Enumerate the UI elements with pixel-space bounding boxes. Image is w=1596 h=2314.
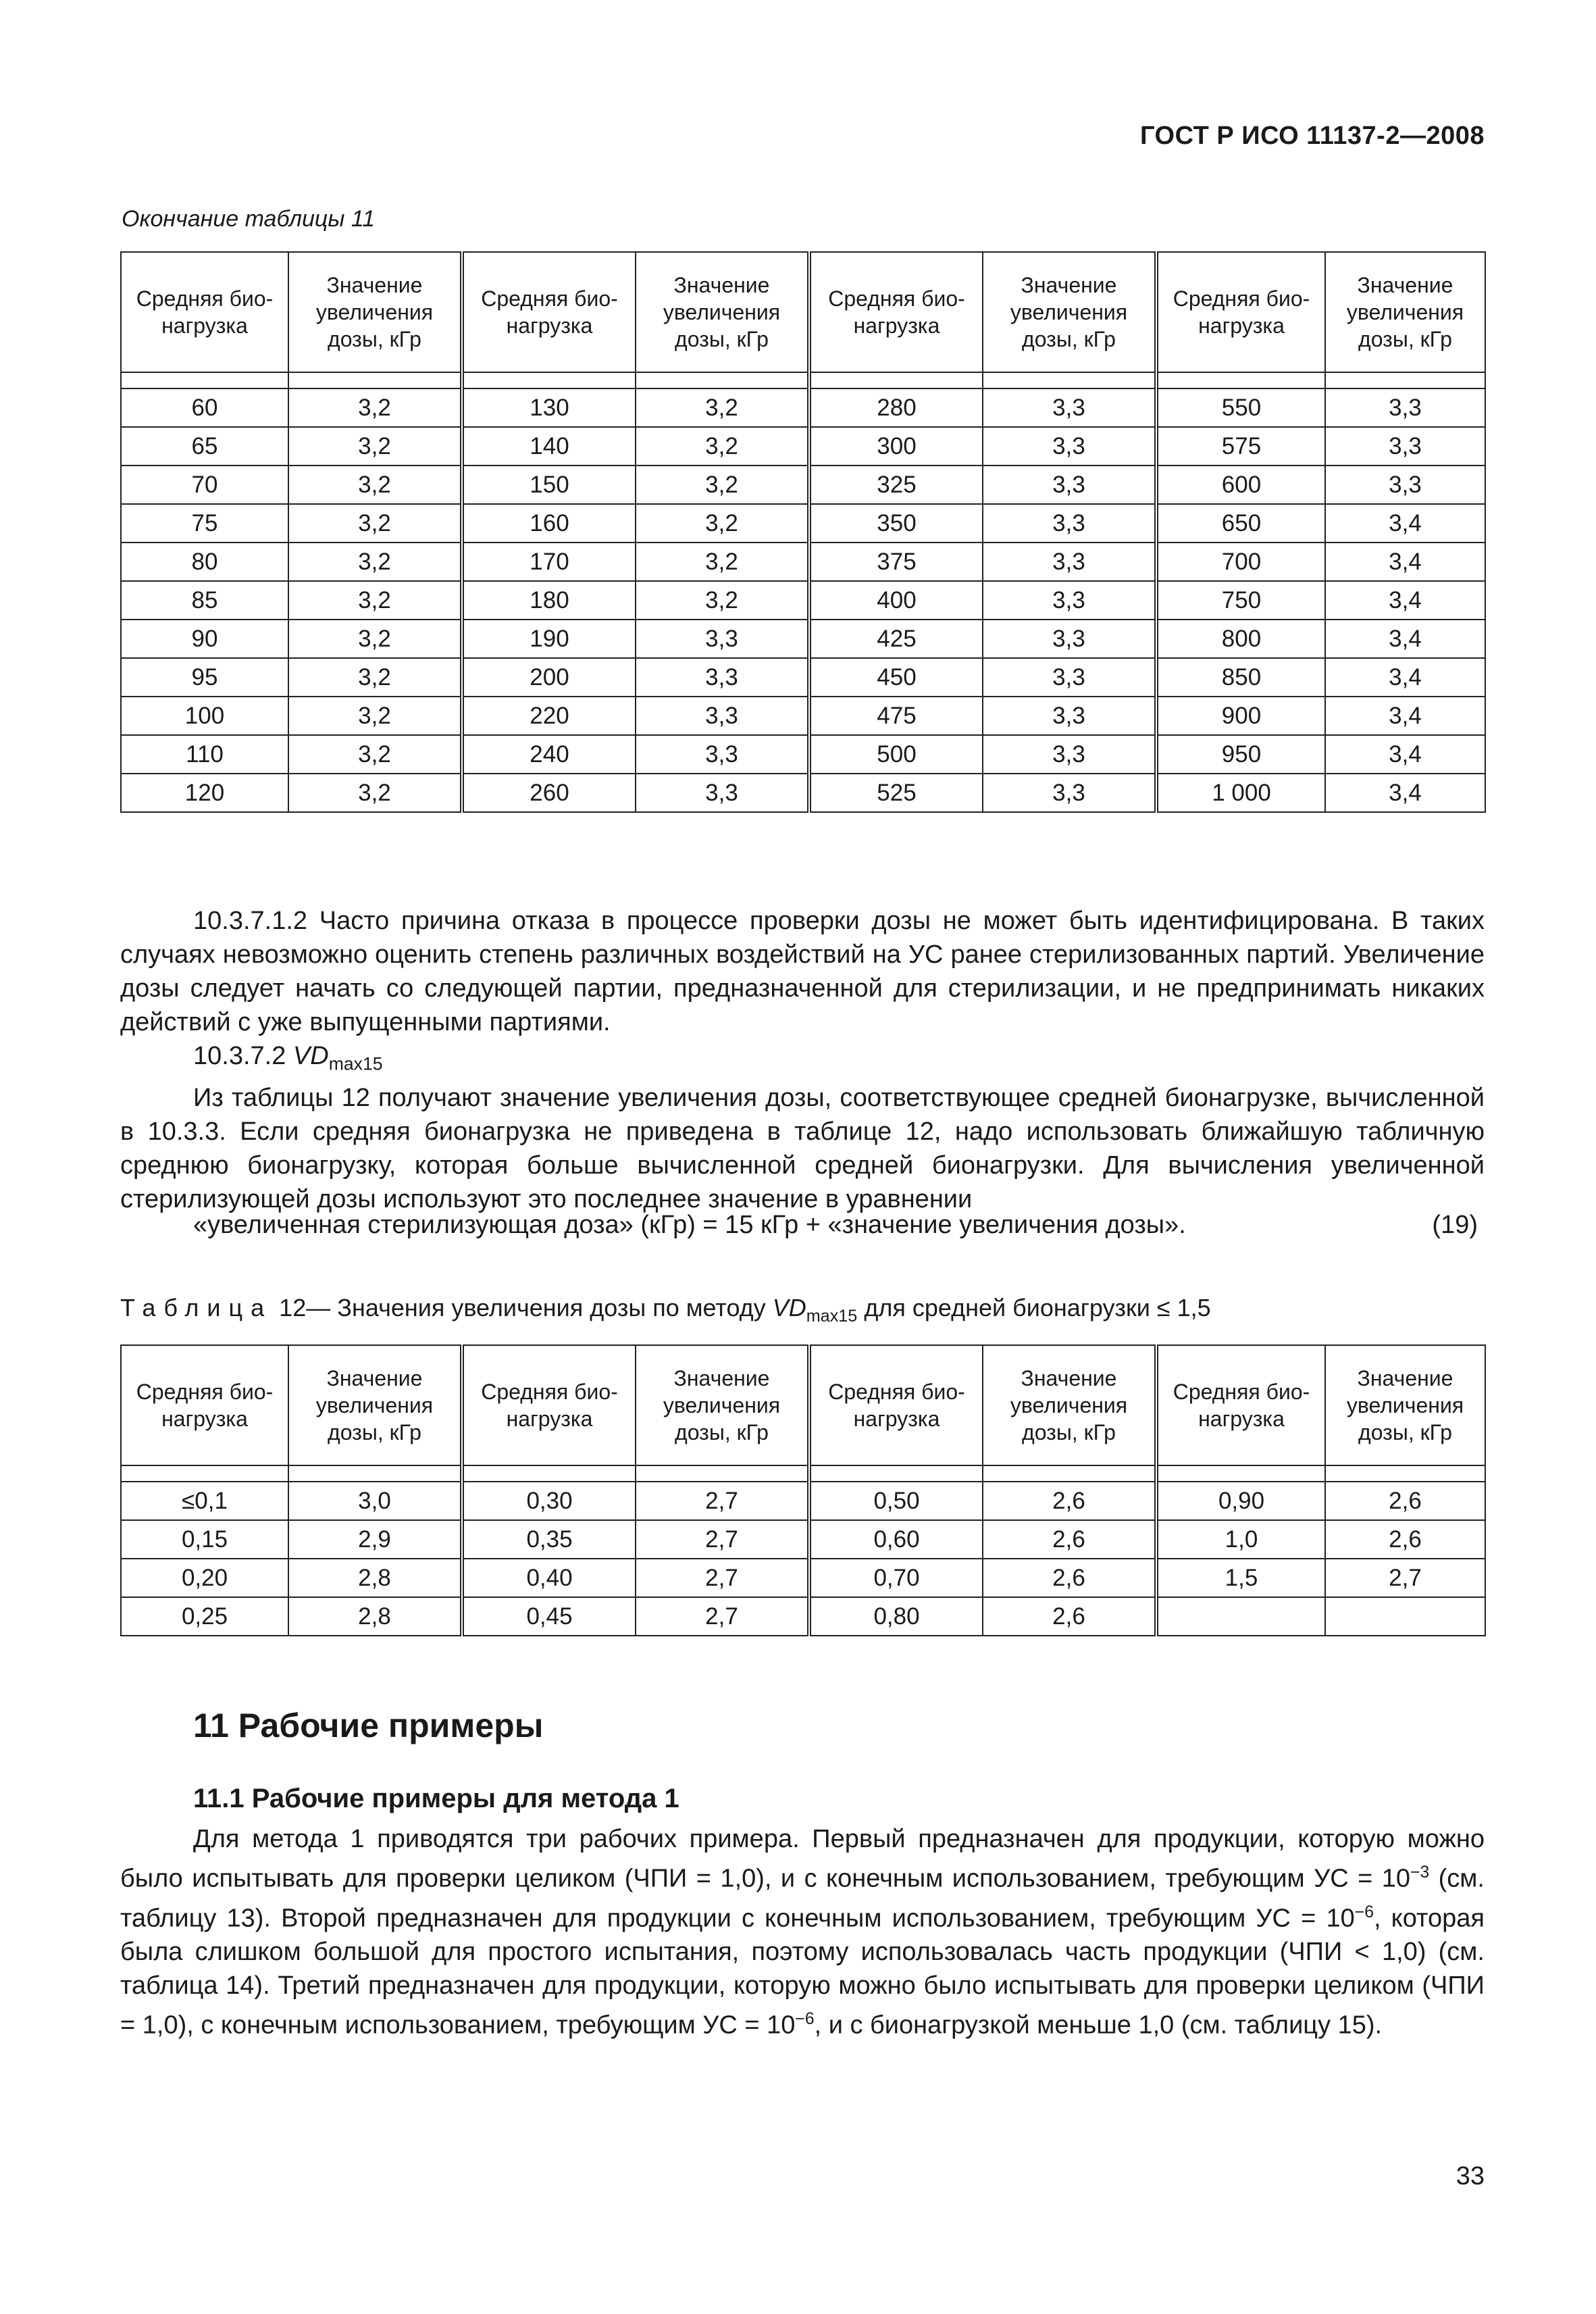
- table-cell: 0,35: [462, 1520, 636, 1559]
- table-cell: 850: [1156, 658, 1325, 697]
- column-header: Средняя био-нагрузка: [1156, 252, 1325, 372]
- section-11-1-title: 11.1 Рабочие примеры для метода 1: [193, 1784, 679, 1813]
- table-cell: 95: [121, 658, 288, 697]
- table-cell: 3,3: [1325, 466, 1485, 504]
- column-header: Средняя био-нагрузка: [809, 1345, 983, 1465]
- table-cell: 3,3: [983, 543, 1156, 581]
- table-cell: 650: [1156, 504, 1325, 543]
- table-cell: 70: [121, 466, 288, 504]
- column-header: Значение увеличения дозы, кГр: [636, 1345, 809, 1465]
- table-cell: 170: [462, 543, 636, 581]
- table-cell: 0,15: [121, 1520, 288, 1559]
- caption-number: 12: [279, 1294, 307, 1322]
- table-cell: 3,2: [288, 620, 462, 658]
- table-cell: 750: [1156, 581, 1325, 620]
- table-cell: 200: [462, 658, 636, 697]
- table-cell: ≤0,1: [121, 1482, 288, 1520]
- table-cell: 3,2: [288, 581, 462, 620]
- table-cell: 3,2: [288, 658, 462, 697]
- table-row: [121, 543, 1485, 581]
- caption-label: Таблица: [120, 1294, 273, 1322]
- table-cell: 3,3: [636, 658, 809, 697]
- table-cell: 2,8: [288, 1559, 462, 1597]
- column-header: Значение увеличения дозы, кГр: [1325, 252, 1485, 372]
- table-row: [121, 388, 1485, 427]
- table-cell: 0,70: [809, 1559, 983, 1597]
- page-number: 33: [1456, 2162, 1485, 2190]
- table-cell: 260: [462, 774, 636, 812]
- caption-pre: — Значения увеличения дозы по методу: [306, 1294, 773, 1322]
- table12-caption: [120, 1294, 1211, 1326]
- table-cell: 1 000: [1156, 774, 1325, 812]
- text-part-1: Для метода 1 приводятся три рабочих примера. Первый предназначен для продукции, которую можно было испытывать для проверки целиком (ЧПИ = 1,0), и с конечным использованием, требующим УС = 10: [120, 1825, 1485, 1893]
- table-cell: 0,30: [462, 1482, 636, 1520]
- table-cell: 3,2: [636, 388, 809, 427]
- table-cell: 2,6: [983, 1597, 1156, 1636]
- table-cell: 3,3: [983, 388, 1156, 427]
- table-cell: 3,2: [288, 466, 462, 504]
- table-cell: 2,7: [636, 1559, 809, 1597]
- table-cell: 3,2: [288, 697, 462, 735]
- table-cell: 3,3: [983, 427, 1156, 466]
- table-cell: 0,90: [1156, 1482, 1325, 1520]
- table-cell: 2,9: [288, 1520, 462, 1559]
- table-cell: 575: [1156, 427, 1325, 466]
- table-cell: 300: [809, 427, 983, 466]
- paragraph-text: Из таблицы 12 получают значение увеличения дозы, соответствующее средней бионагрузке, вычисленной в 10.3.3. Если средняя бионагрузка не приведена в таблице 12, надо использовать ближайшую табличную среднюю бионагрузку, которая больше вычисленной средней бионагрузки. Для вычисления увеличенной стерилизующей дозы используют это последнее значение в уравнении: [120, 1083, 1485, 1213]
- table-row: [121, 427, 1485, 466]
- table-row: [121, 1559, 1485, 1597]
- table-cell: 3,4: [1325, 735, 1485, 774]
- table-cell: 3,4: [1325, 697, 1485, 735]
- table-cell: 3,3: [636, 620, 809, 658]
- table-row: [121, 1520, 1485, 1559]
- column-header: Значение увеличения дозы, кГр: [983, 1345, 1156, 1465]
- table-cell: 3,4: [1325, 620, 1485, 658]
- table-row: [121, 504, 1485, 543]
- table-cell: 425: [809, 620, 983, 658]
- table-cell: 3,2: [288, 543, 462, 581]
- document-id: ГОСТ Р ИСО 11137-2—2008: [1140, 122, 1485, 150]
- table-cell: 525: [809, 774, 983, 812]
- table-cell: 1,5: [1156, 1559, 1325, 1597]
- table-cell: 350: [809, 504, 983, 543]
- table-cell: 140: [462, 427, 636, 466]
- table-cell: 2,7: [636, 1597, 809, 1636]
- vd-symbol: VD: [292, 1042, 329, 1070]
- table-row: [121, 774, 1485, 812]
- table-cell: 280: [809, 388, 983, 427]
- table-cell: 0,50: [809, 1482, 983, 1520]
- table-row: [121, 620, 1485, 658]
- table-row: [121, 581, 1485, 620]
- table-cell: 1,0: [1156, 1520, 1325, 1559]
- sup-2: −6: [1354, 1903, 1374, 1921]
- section-11-1-body: [120, 1822, 1485, 2042]
- column-header: Значение увеличения дозы, кГр: [1325, 1345, 1485, 1465]
- table-cell: 3,2: [636, 581, 809, 620]
- table-cell: 2,6: [983, 1559, 1156, 1597]
- table-cell: 3,3: [983, 466, 1156, 504]
- section-10-3-7-1-2: [120, 904, 1485, 1216]
- caption-vd-sub: max15: [806, 1307, 858, 1326]
- table-cell: 90: [121, 620, 288, 658]
- paragraph-text: [120, 1822, 1485, 2042]
- table-cell: 3,3: [983, 735, 1156, 774]
- table-row: [121, 697, 1485, 735]
- table-cell: 475: [809, 697, 983, 735]
- text-part-4: , и с бионагрузкой меньше 1,0 (см. таблицу 15).: [814, 2011, 1383, 2040]
- table-cell: 3,3: [983, 774, 1156, 812]
- table-cell: 160: [462, 504, 636, 543]
- text-part-3: , которая была слишком большой для простого испытания, поэтому использовалась часть продукции (ЧПИ < 1,0) (см. таблица 14). Третий предназначен для продукции, которую можно было испытывать для проверки целиком (ЧПИ = 1,0), с конечным использованием, требующим УС = 10: [120, 1904, 1485, 2040]
- table-cell: 3,2: [636, 427, 809, 466]
- table-cell: 325: [809, 466, 983, 504]
- column-header: Значение увеличения дозы, кГр: [636, 252, 809, 372]
- equation-19: [120, 1208, 1485, 1242]
- table-cell: 3,0: [288, 1482, 462, 1520]
- table-cell: 700: [1156, 543, 1325, 581]
- table-cell: 240: [462, 735, 636, 774]
- table-cell: 3,3: [636, 697, 809, 735]
- table-row: [121, 466, 1485, 504]
- table-cell: 150: [462, 466, 636, 504]
- table-cell: 3,3: [983, 658, 1156, 697]
- vd-subscript: max15: [328, 1053, 383, 1074]
- table-cell: 0,60: [809, 1520, 983, 1559]
- column-header: Значение увеличения дозы, кГр: [983, 252, 1156, 372]
- table-cell: 500: [809, 735, 983, 774]
- table-cell: 3,2: [636, 466, 809, 504]
- section-10-3-7-2-heading: [120, 1039, 1485, 1081]
- table-cell: 600: [1156, 466, 1325, 504]
- column-header: Средняя био-нагрузка: [462, 252, 636, 372]
- table-cell: 2,7: [636, 1482, 809, 1520]
- column-header: Средняя био-нагрузка: [121, 1345, 288, 1465]
- table-cell: 3,4: [1325, 658, 1485, 697]
- table-cell: 80: [121, 543, 288, 581]
- table-cell: 2,7: [1325, 1559, 1485, 1597]
- table-cell: 190: [462, 620, 636, 658]
- sup-3: −6: [795, 2010, 815, 2029]
- sup-1: −3: [1410, 1863, 1430, 1882]
- column-header: Средняя био-нагрузка: [121, 252, 288, 372]
- table-cell: 220: [462, 697, 636, 735]
- table-cell: 120: [121, 774, 288, 812]
- column-header: Средняя био-нагрузка: [1156, 1345, 1325, 1465]
- table-cell: 3,3: [983, 620, 1156, 658]
- table-cell: 400: [809, 581, 983, 620]
- section-number: 10.3.7.2: [193, 1042, 286, 1070]
- column-header: Значение увеличения дозы, кГр: [288, 1345, 462, 1465]
- table-cell: [1156, 1597, 1325, 1636]
- table-cell: 0,45: [462, 1597, 636, 1636]
- table11-caption: Окончание таблицы 11: [122, 206, 376, 232]
- caption-post: для средней бионагрузки ≤ 1,5: [857, 1294, 1211, 1322]
- table-cell: 100: [121, 697, 288, 735]
- table-cell: 60: [121, 388, 288, 427]
- table-cell: 0,40: [462, 1559, 636, 1597]
- table-cell: 3,3: [636, 774, 809, 812]
- table-cell: 180: [462, 581, 636, 620]
- table-cell: 950: [1156, 735, 1325, 774]
- table-cell: 85: [121, 581, 288, 620]
- paragraph-text: 10.3.7.1.2 Часто причина отказа в процессе проверки дозы не может быть идентифицирована. В таких случаях невозможно оценить степень различных воздействий на УС ранее стерилизованных партий. Увеличение дозы следует начать со следующей партии, предназначенной для стерилизации, и не предпринимать никаких действий с уже выпущенными партиями.: [120, 907, 1485, 1036]
- table-cell: 2,6: [983, 1482, 1156, 1520]
- table-cell: 75: [121, 504, 288, 543]
- column-header: Средняя био-нагрузка: [809, 252, 983, 372]
- table-cell: 550: [1156, 388, 1325, 427]
- table-cell: 0,25: [121, 1597, 288, 1636]
- table-cell: 2,7: [636, 1520, 809, 1559]
- table-row: [121, 658, 1485, 697]
- column-header: Значение увеличения дозы, кГр: [288, 252, 462, 372]
- column-header: Средняя био-нагрузка: [462, 1345, 636, 1465]
- table-cell: 2,6: [1325, 1482, 1485, 1520]
- table-cell: 130: [462, 388, 636, 427]
- table-row: [121, 1482, 1485, 1520]
- table-cell: 3,2: [636, 543, 809, 581]
- equation-number: (19): [1432, 1211, 1478, 1239]
- table-cell: 3,3: [1325, 427, 1485, 466]
- section-11-title: 11 Рабочие примеры: [193, 1707, 544, 1744]
- table-cell: 3,4: [1325, 543, 1485, 581]
- table-cell: 3,3: [983, 697, 1156, 735]
- table-11: [120, 251, 1486, 813]
- table-cell: 375: [809, 543, 983, 581]
- table-cell: 3,2: [288, 735, 462, 774]
- table-cell: 900: [1156, 697, 1325, 735]
- table-cell: 3,3: [1325, 388, 1485, 427]
- table-row: [121, 1597, 1485, 1636]
- table-cell: 3,3: [983, 504, 1156, 543]
- table-cell: 800: [1156, 620, 1325, 658]
- table-cell: 0,20: [121, 1559, 288, 1597]
- table-cell: 3,4: [1325, 581, 1485, 620]
- table-cell: 3,2: [288, 774, 462, 812]
- table-cell: 450: [809, 658, 983, 697]
- table-cell: 0,80: [809, 1597, 983, 1636]
- table-cell: 3,2: [636, 504, 809, 543]
- text-part-2: (см. таблицу 13). Второй предназначен для продукции с конечным использованием, требующим УС = 10: [120, 1864, 1485, 1933]
- table-row: [121, 735, 1485, 774]
- table-cell: 65: [121, 427, 288, 466]
- table-cell: 110: [121, 735, 288, 774]
- caption-vd: VD: [772, 1294, 806, 1322]
- table-cell: 2,6: [1325, 1520, 1485, 1559]
- table-cell: 3,3: [983, 581, 1156, 620]
- table-cell: 2,8: [288, 1597, 462, 1636]
- table-cell: 3,2: [288, 427, 462, 466]
- table-cell: 3,4: [1325, 774, 1485, 812]
- table-cell: 2,6: [983, 1520, 1156, 1559]
- table-cell: 3,2: [288, 388, 462, 427]
- table-cell: 3,2: [288, 504, 462, 543]
- table-cell: 3,3: [636, 735, 809, 774]
- equation-text: «увеличенная стерилизующая доза» (кГр) = 15 кГр + «значение увеличения дозы».: [193, 1211, 1186, 1239]
- table-cell: 3,4: [1325, 504, 1485, 543]
- table-12: [120, 1344, 1486, 1636]
- table-cell: [1325, 1597, 1485, 1636]
